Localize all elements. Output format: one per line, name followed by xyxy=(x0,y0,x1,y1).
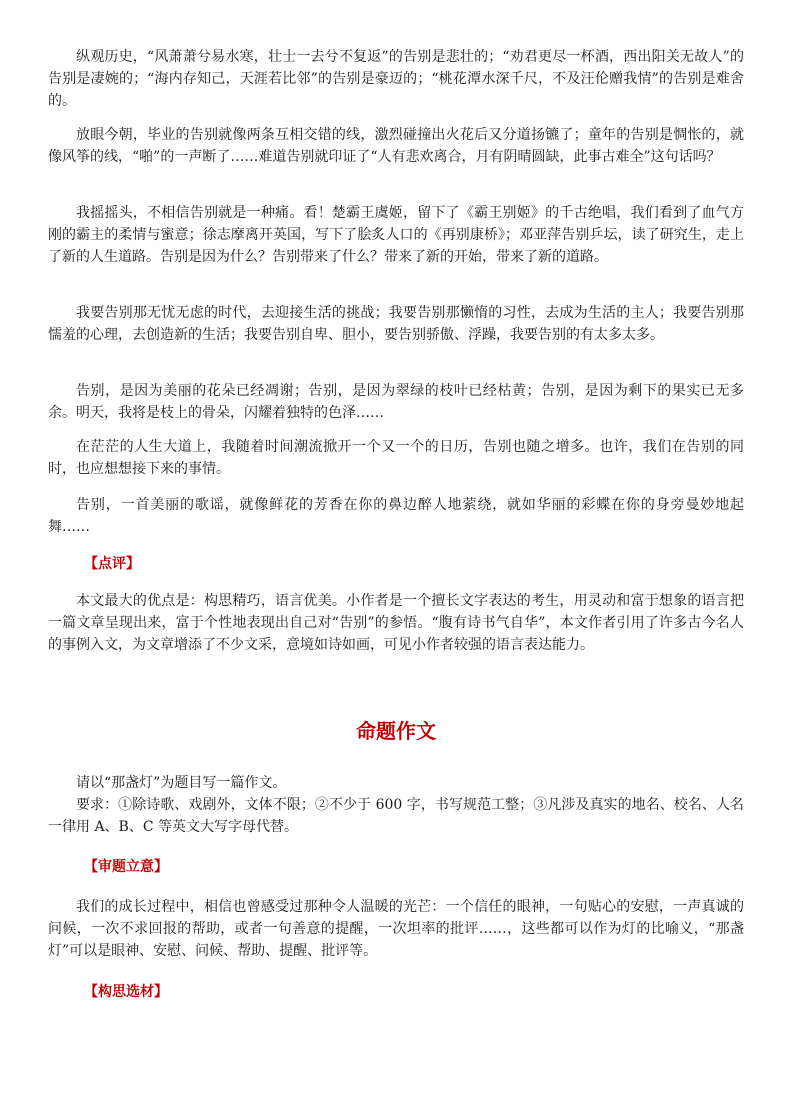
section-title: 命题作文 xyxy=(356,719,436,743)
comment-heading-label: 点评 xyxy=(98,556,126,572)
analysis-heading: 【审题立意】 xyxy=(84,859,168,875)
material-heading: 【构思选材】 xyxy=(84,984,168,1000)
essay-paragraph-1: 纵观历史，“风萧萧兮易水寒，壮士一去兮不复返”的告别是悲壮的；“劝君更尽一杯酒，西出阳关无故人”的告别是凄婉的；“海内存知己，天涯若比邻”的告别是豪迈的；“桃花潭水深千尺，不及汪伦赠我情”的告别是难舍的。 xyxy=(48,49,744,109)
analysis-text: 我们的成长过程中，相信也曾感受过那种令人温暖的光芒：一个信任的眼神，一句贴心的安慰，一声真诚的问候，一次不求回报的帮助，或者一句善意的提醒，一次坦率的批评……，这些都可以作为灯的比喻义，“那盏灯”可以是眼神、安慰、问候、帮助、提醒、批评等。 xyxy=(48,899,744,959)
essay-paragraph-4: 我要告别那无忧无虑的时代，去迎接生活的挑战；我要告别那懒惰的习性，去成为生活的主人；我要告别那懦羞的心理，去创造新的生活；我要告别自卑、胆小，要告别骄傲、浮躁，我要告别的有太多太多。 xyxy=(48,305,744,343)
essay-paragraph-7: 告别，一首美丽的歌谣，就像鲜花的芳香在你的鼻边醉人地萦绕，就如华丽的彩蝶在你的身旁曼妙地起舞…… xyxy=(48,497,744,535)
essay-prompt: 请以“那盏灯”为题目写一篇作文。 xyxy=(76,775,287,791)
essay-requirement: 要求：①除诗歌、戏剧外，文体不限；②不少于 600 字，书写规范工整；③凡涉及真实的地名、校名、人名一律用 A、B、C 等英文大写字母代替。 xyxy=(48,797,744,835)
analysis-heading-label: 审题立意 xyxy=(98,859,154,875)
comment-heading: 【点评】 xyxy=(84,556,140,572)
comment-text: 本文最大的优点是：构思精巧，语言优美。小作者是一个擅长文字表达的考生，用灵动和富于想象的语言把一篇文章呈现出来，富于个性地表现出自己对“告别”的参悟。“腹有诗书气自华”，本文作者引用了许多古今名人的事例入文，为文章增添了不少文采，意境如诗如画，可见小作者较强的语言表达能力。 xyxy=(48,593,744,653)
essay-paragraph-6: 在茫茫的人生大道上，我随着时间潮流掀开一个又一个的日历，告别也随之增多。也许，我们在告别的同时，也应想想接下来的事情。 xyxy=(48,439,744,477)
material-heading-label: 构思选材 xyxy=(98,984,154,1000)
essay-paragraph-3: 我摇摇头，不相信告别就是一种痛。看！楚霸王虞姬，留下了《霸王别姬》的千古绝唱，我们看到了血气方刚的霸主的柔情与蜜意；徐志摩离开英国，写下了脍炙人口的《再别康桥》；邓亚萍告别乒坛，读了研究生，走上了新的人生道路。告别是因为什么？告别带来了什么？带来了新的开始，带来了新的道路。 xyxy=(48,205,744,265)
essay-paragraph-5: 告别，是因为美丽的花朵已经凋谢；告别，是因为翠绿的枝叶已经枯黄；告别，是因为剩下的果实已无多余。明天，我将是枝上的骨朵，闪耀着独特的色泽…… xyxy=(48,383,744,421)
essay-paragraph-2: 放眼今朝，毕业的告别就像两条互相交错的线，激烈碰撞出火花后又分道扬镳了；童年的告别是惆怅的，就像风筝的线，“啪”的一声断了……难道告别就印证了“人有悲欢离合，月有阴晴圆缺，此事古难全”这句话吗？ xyxy=(48,127,744,165)
